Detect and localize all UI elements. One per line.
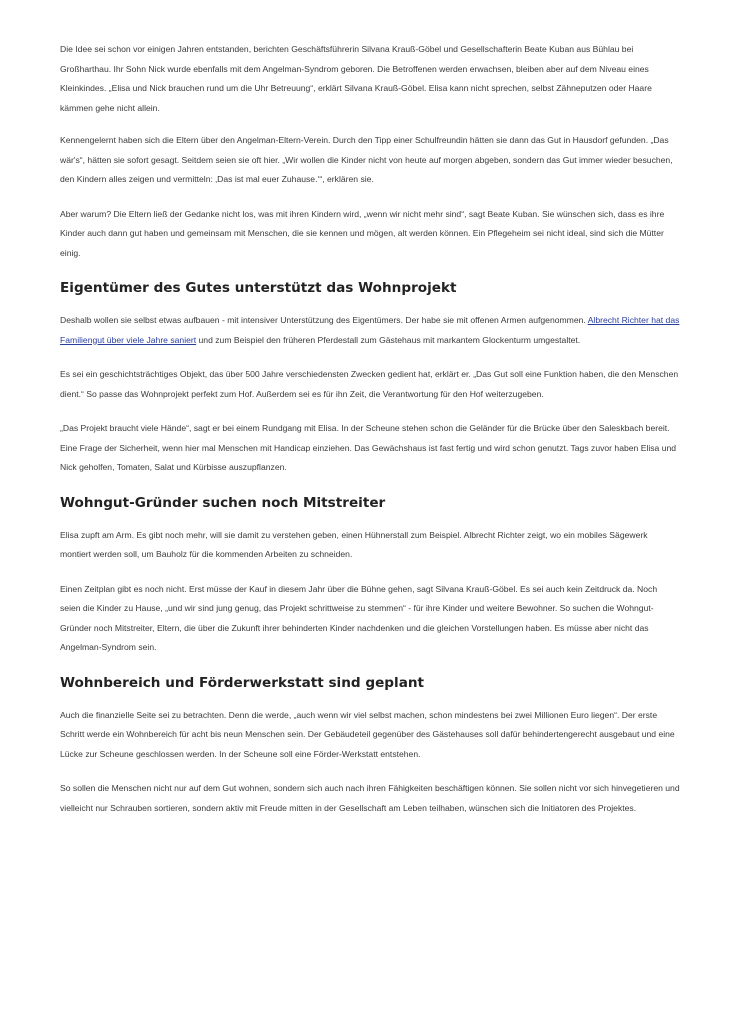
- article-paragraph-6: „Das Projekt braucht viele Hände“, sagt er bei einem Rundgang mit Elisa. In der Scheune stehen schon die Geländer für die Brücke über den Saleskbach bereit. Eine Frage der Sicherheit, wenn hier mal Menschen mit Handicap einziehen. Das Gewächshaus ist fast fertig und wird schon genutzt. Tags zuvor haben Elisa und Nick geholfen, Tomaten, Salat und Kürbisse auszupflanzen.: [60, 423, 677, 472]
- article-paragraph-10: So sollen die Menschen nicht nur auf dem Gut wohnen, sondern sich auch nach ihren Fähigkeiten beschäftigen können. Sie sollen nicht vor sich hinvegetieren und vielleicht nur Schrauben sortieren, sondern aktiv mit Freude mitten in der Gesellschaft am Leben teilhaben, wünschen sich die Initiatoren des Projektes.: [60, 783, 680, 813]
- section-heading-owner-support: Eigentümer des Gutes unterstützt das Wohnprojekt: [60, 280, 457, 296]
- article-paragraph-2: Kennengelernt haben sich die Eltern über den Angelman-Eltern-Verein. Durch den Tipp einer Schulfreundin hätten sie dann das Gut in Hausdorf gefunden. „Das wär's“, hätten sie sofort gesagt. Seitdem seien sie oft hier. „Wir wollen die Kinder nicht von heute auf morgen abgeben, sondern das Gut immer wieder besuchen, den Kindern alles zeigen und vermitteln: ‚Das ist mal euer Zuhause.‘“, erklären sie.: [60, 135, 673, 184]
- article-paragraph-4-text-before: Deshalb wollen sie selbst etwas aufbauen - mit intensiver Unterstützung des Eigentümers. Der habe sie mit offenen Armen aufgenommen.: [60, 315, 588, 325]
- article-paragraph-3: Aber warum? Die Eltern ließ der Gedanke nicht los, was mit ihren Kindern wird, „wenn wir nicht mehr sind“, sagt Beate Kuban. Sie wünschen sich, dass es ihre Kinder auch dann gut haben und gemeinsam mit Menschen, die sie kennen und mögen, alt werden können. Ein Pflegeheim sei nicht ideal, sind sich die Mütter einig.: [60, 208, 665, 258]
- article-paragraph-7: Elisa zupft am Arm. Es gibt noch mehr, will sie damit zu verstehen geben, einen Hühnerstall zum Beispiel. Albrecht Richter zeigt, wo ein mobiles Sägewerk montiert werden soll, um Bauholz für die kommenden Arbeiten zu schneiden.: [60, 529, 648, 559]
- article-paragraph-4-text-after: und zum Beispiel den früheren Pferdestall zum Gästehaus mit markantem Glockenturm umgestaltet.: [196, 334, 581, 345]
- article-paragraph-5: Es sei ein geschichtsträchtiges Objekt, das über 500 Jahre verschiedensten Zwecken gedient hat, erklärt er. „Das Gut soll eine Funktion haben, die den Menschen dient.“ So passe das Wohnprojekt perfekt zum Hof. Außerdem sei es für ihn Zeit, die Verantwortung für den Hof weiterzugeben.: [60, 369, 679, 399]
- section-heading-founders-search: Wohngut-Gründer suchen noch Mitstreiter: [60, 494, 386, 511]
- article-paragraph-1: Die Idee sei schon vor einigen Jahren entstanden, berichten Geschäftsführerin Silvana Krauß-Göbel und Gesellschafterin Beate Kuban aus Bühlau bei Großharthau. Ihr Sohn Nick wurde ebenfalls mit dem Angelman-Syndrom geboren. Die Betroffenen werden erwachsen, bleiben aber auf dem Niveau eines Kleinkindes. „Elisa und Nick brauchen rund um die Uhr Betreuung“, erklärt Silvana Krauß-Göbel. Elisa kann nicht sprechen, selbst Zähneputzen oder Haare kämmen gehe nicht allein.: [60, 44, 652, 113]
- section-heading-living-workshop: Wohnbereich und Förderwerkstatt sind geplant: [60, 674, 425, 691]
- article-body: [60, 40, 680, 833]
- article-paragraph-4: [60, 311, 680, 350]
- article-paragraph-8: Einen Zeitplan gibt es noch nicht. Erst müsse der Kauf in diesem Jahr über die Bühne gehen, sagt Silvana Krauß-Göbel. Es sei auch kein Zeitdruck da. Noch seien die Kinder zu Hause, „und wir sind jung genug, das Projekt schrittweise zu stemmen“ - für ihre Kinder und weitere Bewohner. So suchen die Wohngut-Gründer noch Mitstreiter, Eltern, die über die Zukunft ihrer behinderten Kinder nachdenken und die gleichen Vorstellungen haben. Es müsse aber nicht das Angelman-Syndrom sein.: [60, 583, 658, 652]
- article-paragraph-9: Auch die finanzielle Seite sei zu betrachten. Denn die werde, „auch wenn wir viel selbst machen, schon mindestens bei zwei Millionen Euro liegen“. Der erste Schritt werde ein Wohnbereich für acht bis neun Menschen sein. Der Gebäudeteil gegenüber des Gästehauses soll dafür behindertengerecht ausgebaut und eine Lücke zur Scheune geschlossen werden. In der Scheune soll eine Förder-Werkstatt entstehen.: [60, 709, 675, 759]
- richter-renovation-link[interactable]: Albrecht Richter hat das Familiengut über viele Jahre saniert: [60, 315, 680, 345]
